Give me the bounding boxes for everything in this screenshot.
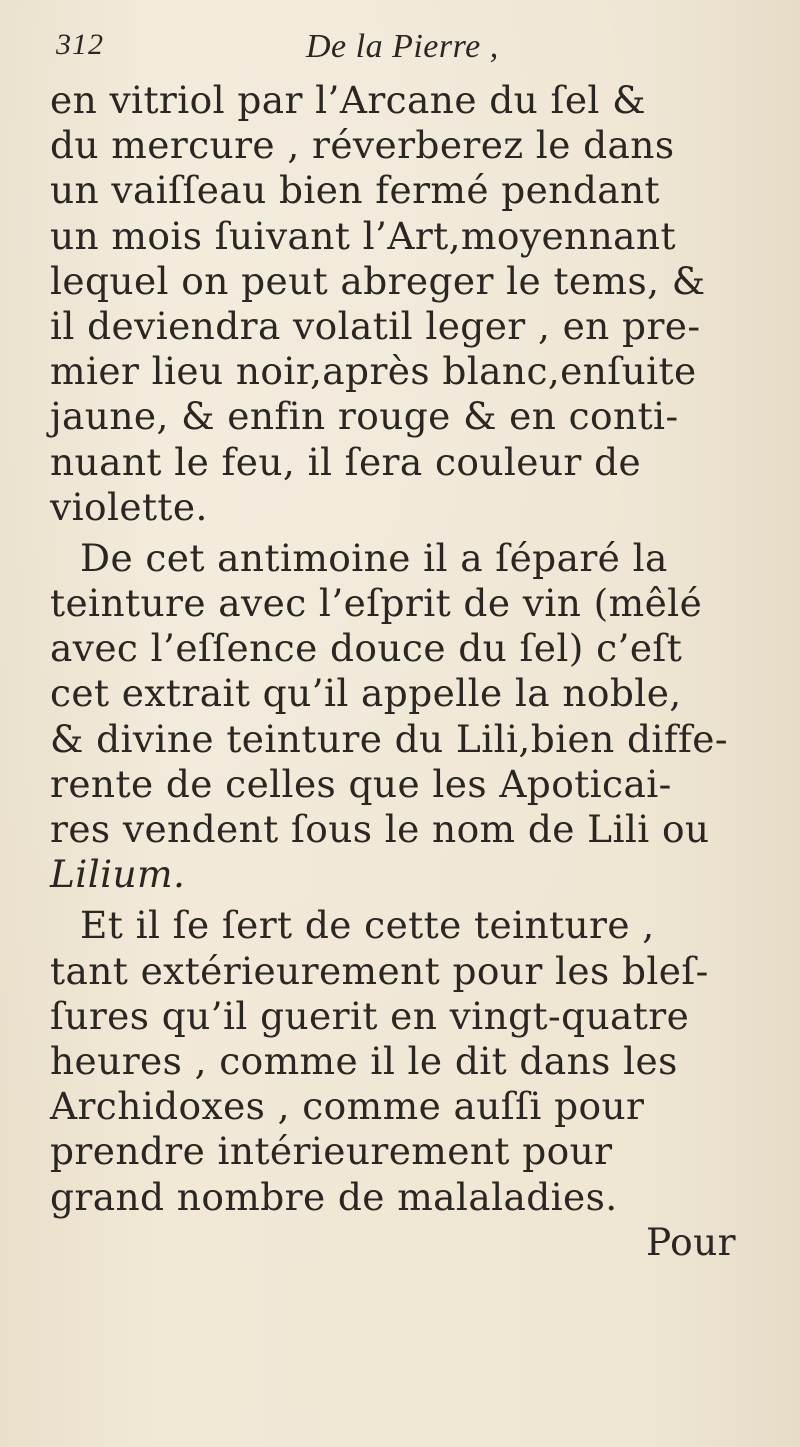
text-line: & divine teinture du Lili,bien diffe-: [50, 716, 728, 761]
paragraph: [50, 903, 770, 1219]
text-line: tant extérieurement pour les bleſ-: [50, 948, 709, 993]
text-line: du mercure , réverberez le dans: [50, 123, 675, 168]
paragraph: [50, 78, 770, 530]
text-line: il deviendra volatil leger , en pre-: [50, 303, 701, 348]
text-line: prendre intérieurement pour: [50, 1129, 613, 1174]
catchword: Pour: [646, 1219, 736, 1264]
text-line: avec l’eſſence douce du ſel) c’eſt: [50, 626, 683, 671]
running-head: De la Pierre ,: [306, 28, 499, 65]
text-line: res vendent ſous le nom de Lili ou: [50, 807, 710, 851]
text-line: violette.: [50, 484, 208, 529]
text-line: rente de celles que les Apoticai-: [50, 761, 672, 806]
text-line: lequel on peut abreger le tems, &: [50, 258, 706, 303]
page-header: [56, 28, 616, 72]
text-line: un vaiſſeau bien fermé pendant: [50, 168, 661, 213]
text-line: De cet antimoine il a ſéparé la: [80, 535, 668, 580]
text-line: nuant le feu, il ſera couleur de: [50, 439, 642, 484]
text-line: Et il ſe ſert de cette teinture ,: [80, 903, 655, 948]
paragraph: [50, 536, 770, 898]
text-line: mier lieu noir,après blanc,enſuite: [50, 349, 697, 394]
text-line: teinture avec l’eſprit de vin (mêlé: [50, 581, 703, 626]
text-line: un mois ſuivant l’Art,moyennant: [50, 213, 676, 258]
page-number: 312: [56, 28, 104, 61]
text-line: jaune, & enfin rouge & en conti-: [50, 394, 679, 439]
text-line: en vitriol par l’Arcane du ſel &: [50, 78, 646, 122]
text-line: Lilium.: [50, 852, 186, 897]
text-line: cet extrait qu’il appelle la noble,: [50, 671, 682, 716]
text-line: Archidoxes , comme auſſi pour: [50, 1084, 645, 1129]
page-body: [50, 78, 770, 1265]
text-line: grand nombre de malaladies.: [50, 1174, 618, 1219]
text-line: ſures qu’il guerit en vingt-quatre: [50, 993, 690, 1038]
text-line: heures , comme il le dit dans les: [50, 1038, 678, 1083]
